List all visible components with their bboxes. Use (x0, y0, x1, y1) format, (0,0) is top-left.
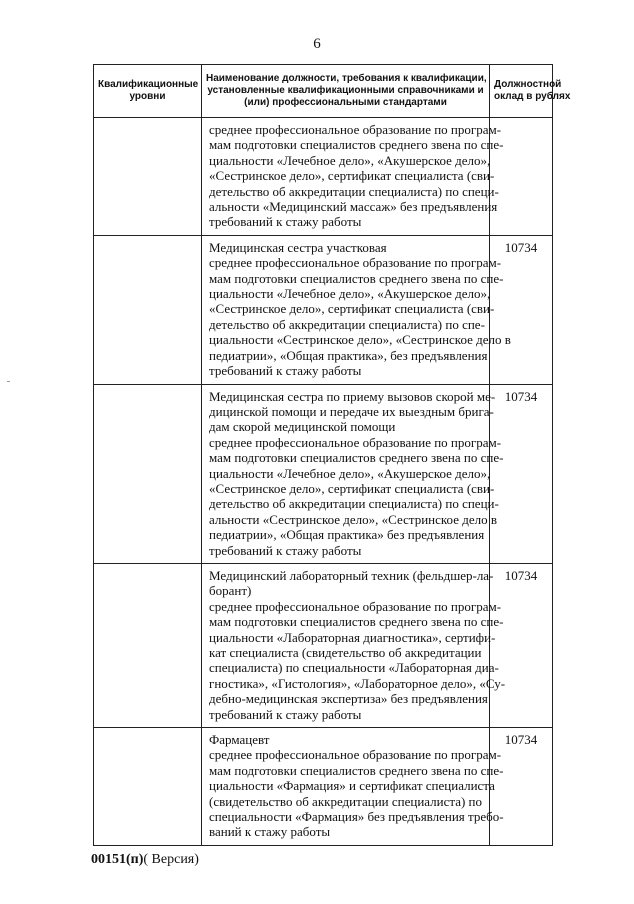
requirement-line: Медицинский лабораторный техник (фельдшер-ла- (209, 567, 494, 583)
salary-cell: 10734 (490, 235, 553, 384)
requirement-line: «Сестринское дело», сертификат специалиста (сви- (209, 480, 495, 496)
table-row (94, 384, 553, 563)
requirement-line: требований к стажу работы (209, 542, 362, 558)
requirement-line: мам подготовки специалистов среднего звена по спе- (209, 614, 504, 630)
requirement-line: дебно-медицинская экспертиза» без предъявления (209, 691, 488, 707)
requirement-line: «Сестринское дело», сертификат специалиста (сви- (209, 168, 495, 184)
requirement-line: мам подготовки специалистов среднего звена по спе- (209, 270, 504, 286)
footer (91, 852, 199, 868)
salary-cell: 10734 (490, 384, 553, 563)
requirement-line: требований к стажу работы (209, 706, 362, 722)
requirement-line: (свидетельство об аккредитации специалиста) по (209, 793, 483, 809)
qualification-level-cell (94, 118, 202, 236)
requirement-line: кат специалиста (свидетельство об аккредитации (209, 645, 482, 660)
qualification-level-cell (94, 384, 202, 563)
requirement-line: педиатрии», «Общая практика», без предъявления (209, 347, 488, 363)
requirement-line: дам скорой медицинской помощи (209, 419, 396, 435)
header-position: Наименование должности, требования к квалификации, установленные квалификационными справочниками и (или) профессиональными стандартами (202, 65, 490, 118)
position-requirements-cell (202, 728, 504, 846)
table-row (94, 728, 553, 846)
requirement-line: детельство об аккредитации специалиста) по спе- (209, 316, 485, 332)
table-body (94, 118, 553, 846)
requirement-line: среднее профессиональное образование по програм- (209, 122, 502, 137)
position-requirements-cell (202, 118, 504, 236)
requirement-line: мам подготовки специалистов среднего звена по спе- (209, 450, 504, 466)
requirement-line: циальности «Сестринское дело», «Сестринское дело в (209, 332, 511, 348)
requirement-line: специалиста) по специальности «Лабораторная диа- (209, 660, 499, 676)
qualification-level-cell (94, 563, 202, 727)
header-levels: Квалификационные уровни (94, 65, 202, 118)
requirement-line: «Сестринское дело», сертификат специалиста (сви- (209, 301, 495, 317)
requirement-line: мам подготовки специалистов среднего звена по спе- (209, 137, 504, 153)
scan-mark (7, 381, 10, 382)
position-requirements-cell (202, 384, 504, 563)
page-number: 6 (313, 36, 321, 52)
requirement-line: требований к стажу работы (209, 363, 362, 379)
requirement-line: специальности «Фармация» без предъявления требо- (209, 809, 504, 825)
requirement-line: среднее профессиональное образование по програм- (209, 598, 502, 614)
qualification-level-cell (94, 728, 202, 846)
table-row (94, 118, 553, 236)
requirement-line: дицинской помощи и передаче их выездным брига- (209, 403, 494, 419)
requirement-line: требований к стажу работы (209, 214, 362, 230)
requirement-line: педиатрии», «Общая практика» без предъявления (209, 527, 485, 543)
table-row (94, 235, 553, 384)
header-salary: Должностной оклад в рублях (490, 65, 553, 118)
requirement-line: среднее профессиональное образование по програм- (209, 747, 502, 763)
requirement-line: детельство об аккредитации специалиста) по специ- (209, 496, 499, 512)
requirement-line: циальности «Лечебное дело», «Акушерское дело», (209, 152, 491, 168)
requirement-line: циальности «Фармация» и сертификат специалиста (209, 778, 495, 794)
requirement-line: альности «Медицинский массаж» без предъявления (209, 199, 498, 215)
table-header-row (94, 65, 553, 118)
requirement-line: Медицинская сестра по приему вызовов скорой ме- (209, 388, 496, 404)
qualification-level-cell (94, 235, 202, 384)
requirement-line: циальности «Лечебное дело», «Акушерское дело», (209, 286, 491, 302)
document-code: 00151(п) (91, 852, 144, 867)
table-row (94, 563, 553, 727)
requirement-line: Фармацевт (209, 732, 270, 748)
qualification-table (93, 64, 571, 846)
requirement-line: среднее профессиональное образование по програм- (209, 434, 502, 450)
requirement-line: среднее профессиональное образование по програм- (209, 255, 502, 271)
salary-cell: 10734 (490, 728, 553, 846)
requirement-line: альности «Сестринское дело», «Сестринское дело в (209, 511, 497, 527)
position-requirements-cell (202, 235, 511, 384)
requirement-line: гностика», «Гистология», «Лабораторное дело», «Су- (209, 675, 506, 691)
requirement-line: циальности «Лечебное дело», «Акушерское дело», (209, 465, 491, 481)
requirement-line: детельство об аккредитации специалиста) по специ- (209, 183, 499, 199)
requirement-line: ваний к стажу работы (209, 824, 331, 840)
salary-cell: 10734 (490, 563, 553, 727)
requirement-line: циальности «Лабораторная диагностика», сертифи- (209, 629, 496, 645)
document-version: ( Версия) (143, 852, 199, 867)
position-requirements-cell (202, 563, 506, 727)
requirement-line: Медицинская сестра участковая (209, 239, 387, 255)
requirement-line: мам подготовки специалистов среднего звена по спе- (209, 762, 504, 778)
requirement-line: борант) (209, 583, 252, 599)
